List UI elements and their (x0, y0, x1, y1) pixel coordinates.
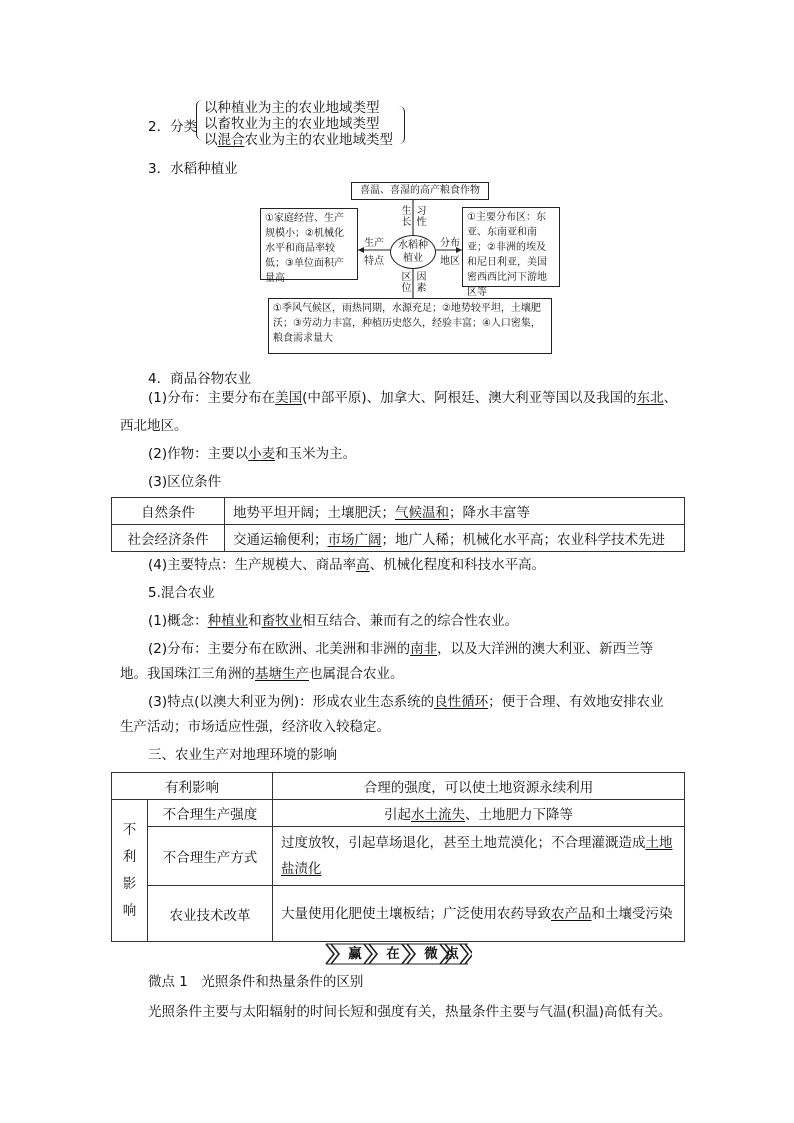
mixed-p1-u2: 畜牧业 (261, 613, 303, 629)
mixed-p2-u1: 南非 (410, 641, 438, 657)
grain-p4-a: (4)主要特点：生产规模大、商品率 (148, 557, 357, 573)
impact-heading: 三、农业生产对地理环境的影响 (148, 747, 337, 763)
socioeconomic-conditions-value (225, 525, 685, 552)
mixed-p2-u2: 基塘生产 (255, 666, 309, 682)
impact-table (111, 772, 685, 942)
cell-underlined: 气候温和 (395, 505, 449, 521)
cell-text: 地势平坦开阔；土壤肥沃； (233, 505, 395, 521)
table-row (112, 525, 685, 552)
natural-conditions-value (225, 498, 685, 525)
grain-p1-u2: 东北 (636, 390, 664, 406)
mixed-distribution-line2 (120, 660, 404, 688)
table-row (112, 886, 685, 942)
favorable-text: 合理的强度，可以使土地资源永续利用 (273, 773, 685, 800)
unfavorable-row-text (273, 827, 685, 886)
cell-text: 、土地肥力下降等 (465, 807, 573, 823)
mixed-p2-b: ，以及大洋洲的澳大利亚、新西兰等 (437, 641, 654, 657)
grain-p2-b: 和玉米为主。 (275, 446, 357, 462)
grain-distribution (148, 384, 677, 412)
cell-text: 交通运输便利； (233, 532, 328, 548)
rice-label-location-a: 区位 (401, 272, 412, 294)
cell-text: 大量使用化肥使土壤板结；广泛使用农药导致 (281, 905, 551, 922)
mixed-heading: 5.混合农业 (148, 585, 215, 601)
cell-underlined: 市场广阔 (327, 532, 382, 548)
banner-char-1: 赢 (348, 946, 362, 962)
mixed-features-line2: 生产活动；市场适应性强，经济收入较稳定。 (120, 719, 390, 735)
table-row (112, 498, 685, 525)
banner-char-3: 微 (424, 946, 438, 962)
mixed-p2-line2-a: 地。我国珠江三角洲的 (120, 666, 255, 682)
cell-text: 引起 (384, 807, 411, 823)
cell-text: ；降水丰富等 (449, 505, 530, 521)
mixed-p3-b: ；便于合理、有效地安排农业 (488, 694, 664, 710)
table-row (112, 773, 685, 800)
grain-p1-a: (1)分布：主要分布在 (148, 390, 276, 406)
rice-center-ellipse: 水稻种植业 (390, 235, 436, 269)
rice-label-distribution-a: 分布 (440, 238, 460, 249)
mixed-p3-a: (3)特点(以澳大利亚为例)：形成农业生态系统的 (148, 694, 435, 710)
grain-crops (148, 440, 356, 468)
grain-conditions-title: (3)区位条件 (148, 474, 222, 490)
socioeconomic-conditions-label: 社会经济条件 (112, 525, 225, 552)
favorable-label: 有利影响 (112, 773, 273, 800)
micro-title: 微点 1 光照条件和热量条件的区别 (148, 974, 364, 990)
table-row (112, 800, 685, 827)
rice-top-box: 喜温、喜湿的高产粮食作物 (351, 182, 489, 200)
unfavorable-row-label: 不合理生产强度 (148, 800, 273, 827)
rice-bottom-box: ①季风气候区，雨热同期，水源充足；②地势较平坦，土壤肥沃；③劳动力丰富，种植历史悠久，经验丰富；④人口密集，粮食需求量大 (268, 298, 552, 354)
grain-heading: 4．商品谷物农业 (148, 371, 252, 387)
rice-right-box: ①主要分布区：东亚、东南亚和南亚；②非洲的埃及和尼日利亚，美国密西西比河下游地区等 (462, 207, 560, 287)
mixed-concept (148, 607, 518, 635)
rice-label-growth-b: 习性 (416, 206, 427, 228)
micro-text: 光照条件主要与太阳辐射的时间长短和强度有关，热量条件主要与气温(积温)高低有关。 (148, 1004, 672, 1020)
grain-p1-u1: 美国 (275, 390, 303, 406)
grain-distribution-line2: 西北地区。 (120, 418, 188, 434)
mixed-p2-line2-b: 也属混合农业。 (309, 666, 404, 682)
rice-label-distribution-b: 地区 (440, 256, 460, 267)
mixed-p2-a: (2)分布：主要分布在欧洲、北美洲和非洲的 (148, 641, 411, 657)
grain-p4-b: 、机械化程度和科技水平高。 (369, 557, 546, 573)
cell-text: 过度放牧，引起草场退化，甚至土地荒漠化；不合理灌溉造成 (281, 835, 646, 851)
natural-conditions-label: 自然条件 (112, 498, 225, 525)
rice-connectors (0, 0, 794, 400)
classification-item-3: 以混合农业为主的农业地域类型 (204, 132, 393, 148)
table-row (112, 827, 685, 886)
cell-underlined: 农产品 (551, 905, 592, 922)
classification-label: 2．分类 (148, 119, 198, 135)
unfavorable-row-text (273, 800, 685, 827)
cell-text: 和土壤受污染 (591, 905, 673, 922)
rice-left-box: ①家庭经营、生产规模小；②机械化水平和商品率较低；③单位面积产量高 (260, 208, 358, 280)
grain-p1-b: (中部平原)、加拿大、阿根廷、澳大利亚等国以及我国的 (302, 390, 637, 406)
mixed-p1-u1: 种植业 (207, 613, 249, 629)
cell-underlined: 水土流失 (411, 807, 465, 823)
grain-features (148, 551, 545, 579)
grain-p4-u: 高 (356, 557, 370, 573)
classification-item-1: 以种植业为主的农业地域类型 (204, 100, 380, 116)
grain-conditions-table (111, 497, 685, 552)
mixed-distribution (148, 635, 653, 663)
grain-p1-c: 、 (663, 390, 678, 406)
cell-underlined: 土地盐渍化 (281, 835, 673, 877)
mixed-p1-c: 相互结合、兼而有之的综合性农业。 (302, 613, 519, 629)
mixed-p1-b: 和 (248, 613, 262, 629)
cell-text: ；地广人稀；机械化水平高；农业科学技术先进 (381, 532, 665, 548)
rice-label-production-b: 特点 (364, 256, 384, 267)
rice-label-growth-a: 生长 (401, 206, 412, 228)
unfavorable-row-label: 农业技术改革 (148, 886, 273, 942)
unfavorable-row-text (273, 886, 685, 942)
grain-p2-u: 小麦 (248, 446, 276, 462)
mixed-p1-a: (1)概念： (148, 613, 208, 629)
rice-label-location-b: 因素 (416, 272, 427, 294)
unfavorable-label: 不利影响 (112, 800, 148, 942)
rice-heading: 3．水稻种植业 (148, 161, 238, 177)
classification-item-2: 以畜牧业为主的农业地域类型 (204, 116, 380, 132)
mixed-features (148, 688, 664, 716)
banner-char-4: 点 (445, 946, 459, 962)
mixed-p3-u: 良性循环 (434, 694, 489, 710)
grain-p2-a: (2)作物：主要以 (148, 446, 249, 462)
unfavorable-row-label: 不合理生产方式 (148, 827, 273, 886)
banner-char-2: 在 (386, 946, 400, 962)
rice-label-production-a: 生产 (364, 238, 384, 249)
